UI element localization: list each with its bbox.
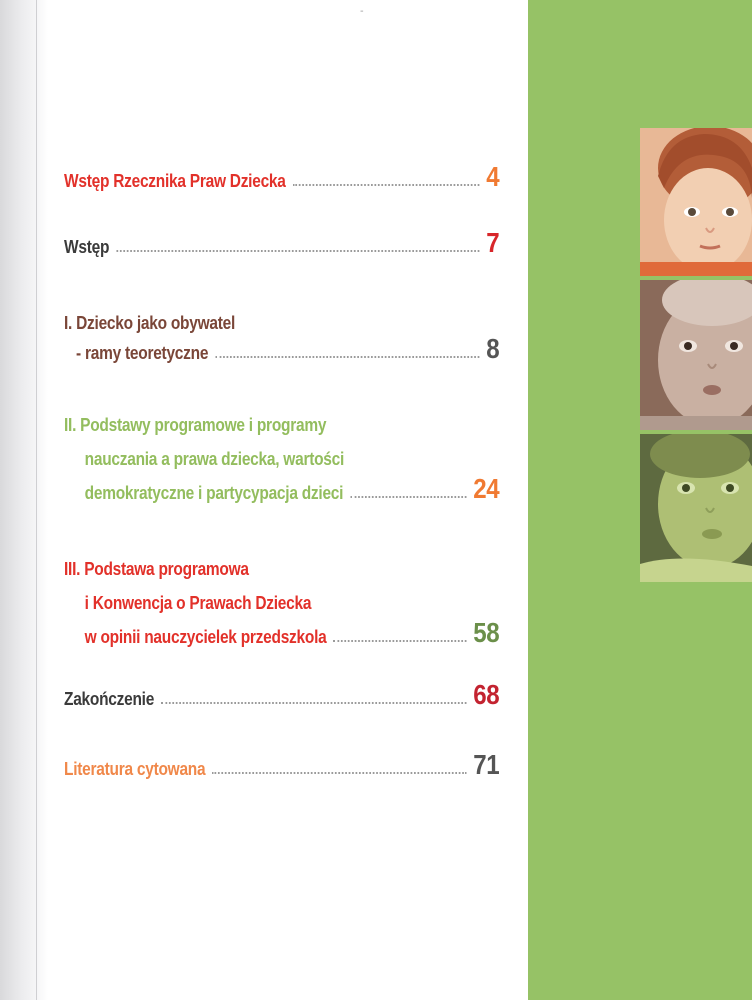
toc-page-number: 71 [473,749,500,780]
dot-leader [350,495,466,498]
fold-line [36,0,37,1000]
toc-entry-literatura[interactable] [64,750,500,780]
child-photo-green-tint [640,434,752,582]
toc-page-number: 68 [473,679,500,710]
toc-entry-chapter-2[interactable] [64,404,500,504]
toc-entry-title-line-2: nauczania a prawa dziecka, wartości [84,449,345,469]
toc-entry-zakonczenie[interactable] [64,680,500,710]
toc-entry-title: Wstęp [64,237,110,257]
child-photo-red-hair [640,128,752,276]
toc-entry-title: Literatura cytowana [64,759,206,779]
toc-entry-title: Zakończenie [64,689,155,709]
toc-entry-chapter-1[interactable] [64,304,500,364]
toc-entry-chapter-3[interactable] [64,548,500,648]
child-portrait-1-icon [640,128,752,276]
toc-entry-title-line-3: demokratyczne i partycypacja dzieci [84,483,344,503]
toc-page-number: 8 [486,333,500,364]
toc-entry-title-line-1: II. Podstawy programowe i programy [64,415,327,435]
print-mark: - [360,6,364,17]
toc-entry-title-line-2: i Konwencja o Prawach Dziecka [84,593,312,613]
toc-entry-wstep-rpd[interactable] [64,162,500,192]
dot-leader [293,183,480,186]
toc-entry-title: Wstęp Rzecznika Praw Dziecka [64,171,286,191]
binding-gutter [0,0,48,1000]
dot-leader [333,639,466,642]
toc-entry-wstep[interactable] [64,228,500,258]
toc-page-number: 24 [473,473,500,504]
dot-leader [161,701,466,704]
toc-page-number: 4 [486,161,500,192]
child-portrait-2-icon [640,280,752,430]
toc-entry-title-line-1: III. Podstawa programowa [64,559,249,579]
dot-leader [212,771,466,774]
toc-page-number: 58 [473,617,500,648]
child-portrait-3-icon [640,434,752,582]
toc-entry-title-line-2: - ramy teoretyczne [76,343,209,363]
dot-leader [116,249,479,252]
child-photo-sepia [640,280,752,430]
toc-entry-title-line-3: w opinii nauczycielek przedszkola [84,627,327,647]
dot-leader [215,355,479,358]
toc-page-number: 7 [486,227,500,258]
toc-entry-title-line-1: I. Dziecko jako obywatel [64,313,236,333]
